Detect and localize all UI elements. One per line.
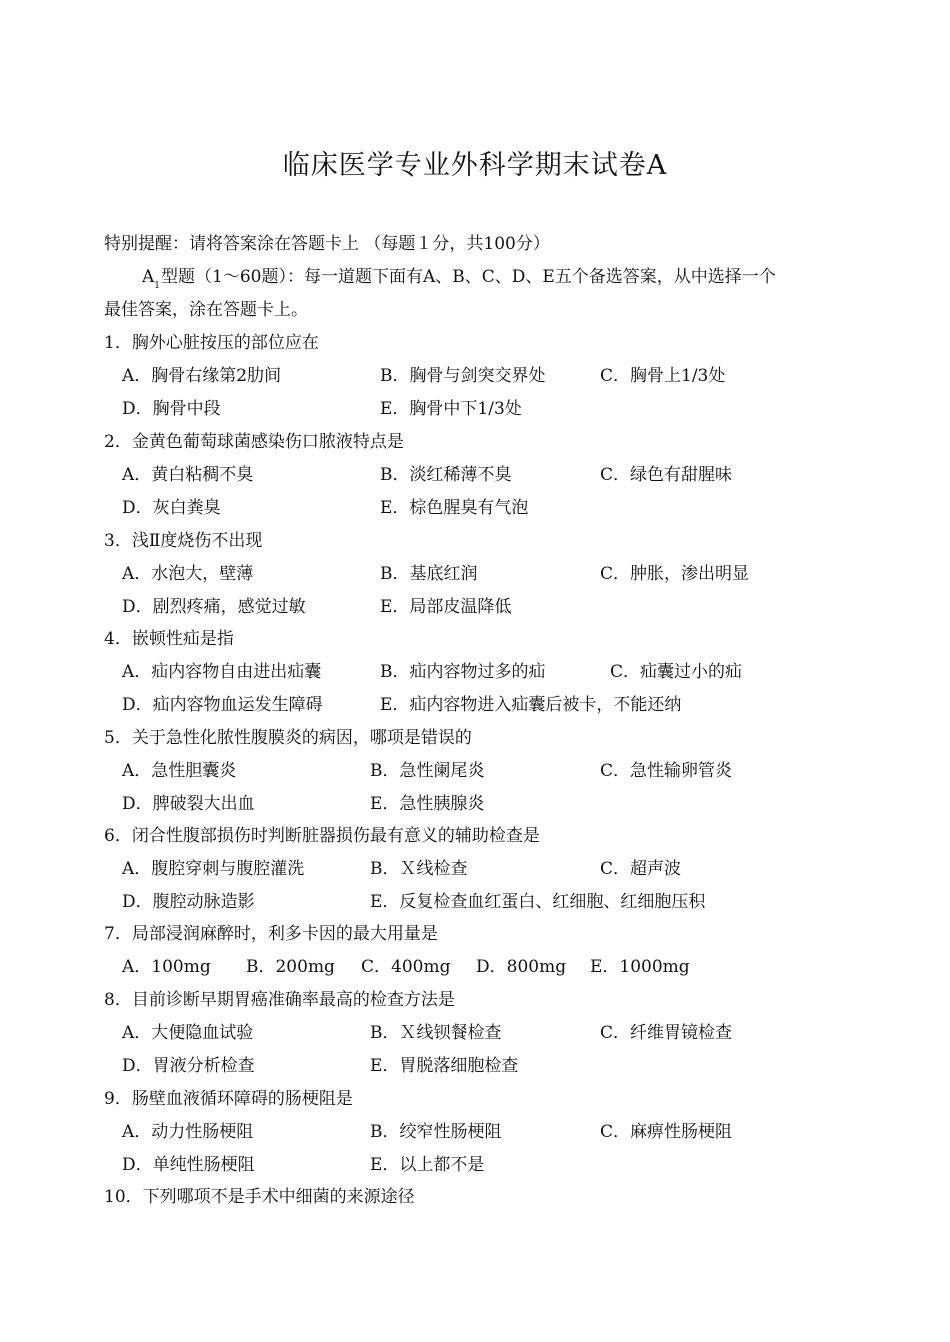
question-5-stem: 5．关于急性化脓性腹膜炎的病因，哪项是错误的 — [104, 728, 472, 748]
question-9-option-b: B．绞窄性肠梗阻 — [370, 1122, 502, 1142]
question-2-stem: 2．金黄色葡萄球菌感染伤口脓液特点是 — [104, 432, 404, 452]
question-7-option-d: D．800mg — [476, 957, 567, 977]
question-4-option-e: E．疝内容物进入疝囊后被卡，不能还纳 — [380, 695, 682, 715]
question-5-option-e: E．急性胰腺炎 — [370, 794, 485, 814]
question-7-option-a: A．100mg — [122, 957, 211, 977]
question-4-option-b: B．疝内容物过多的疝 — [380, 662, 546, 682]
question-4-option-a: A．疝内容物自由进出疝囊 — [122, 662, 322, 682]
question-9-option-c: C．麻痹性肠梗阻 — [600, 1122, 733, 1142]
question-6-stem: 6．闭合性腹部损伤时判断脏器损伤最有意义的辅助检查是 — [104, 826, 540, 846]
page-title: 临床医学专业外科学期末试卷A — [282, 150, 668, 181]
question-7-option-e: E．1000mg — [590, 957, 690, 977]
question-8-option-a: A．大便隐血试验 — [122, 1023, 254, 1043]
question-3-stem: 3．浅Ⅱ度烧伤不出现 — [104, 531, 263, 551]
question-3-option-a: A．水泡大，壁薄 — [122, 564, 254, 584]
question-8-stem: 8．目前诊断早期胃癌准确率最高的检查方法是 — [104, 990, 455, 1010]
special-notice: 特别提醒：请将答案涂在答题卡上 （每题１分，共100分） — [104, 234, 550, 254]
question-9-option-d: D．单纯性肠梗阻 — [122, 1155, 255, 1175]
question-2-option-d: D．灰白粪臭 — [122, 498, 221, 518]
question-1-stem: 1．胸外心脏按压的部位应在 — [104, 333, 319, 353]
question-5-option-b: B．急性阑尾炎 — [370, 761, 485, 781]
question-1-option-a: A．胸骨右缘第2肋间 — [122, 366, 282, 386]
question-6-option-b: B．Ｘ线检查 — [370, 859, 468, 879]
question-8-option-d: D．胃液分析检查 — [122, 1056, 255, 1076]
section-type-subscript: 1 — [154, 281, 161, 291]
question-5-option-a: A．急性胆囊炎 — [122, 761, 237, 781]
question-7-option-c: C．400mg — [361, 957, 451, 977]
question-3-option-b: B．基底红润 — [380, 564, 478, 584]
question-5-option-d: D．脾破裂大出血 — [122, 794, 255, 814]
question-3-option-c: C．肿胀，渗出明显 — [600, 564, 750, 584]
section-intro-line-1 — [142, 265, 776, 292]
question-3-option-d: D．剧烈疼痛，感觉过敏 — [122, 597, 306, 617]
question-2-option-a: A．黄白粘稠不臭 — [122, 465, 254, 485]
question-5-option-c: C．急性输卵管炎 — [600, 761, 733, 781]
question-4-stem: 4．嵌顿性疝是指 — [104, 629, 234, 649]
question-4-option-d: D．疝内容物血运发生障碍 — [122, 695, 323, 715]
question-8-option-c: C．纤维胃镜检查 — [600, 1023, 733, 1043]
question-9-stem: 9．肠壁血液循环障碍的肠梗阻是 — [104, 1089, 353, 1109]
section-intro-line-2: 最佳答案，涂在答题卡上。 — [104, 300, 308, 320]
question-1-option-d: D．胸骨中段 — [122, 399, 221, 419]
question-1-option-b: B．胸骨与剑突交界处 — [380, 366, 546, 386]
question-6-option-e: E．反复检查血红蛋白、红细胞、红细胞压积 — [370, 892, 706, 912]
question-7-option-b: B．200mg — [246, 957, 335, 977]
question-8-option-e: E．胃脱落细胞检查 — [370, 1056, 519, 1076]
question-2-option-b: B．淡红稀薄不臭 — [380, 465, 512, 485]
question-3-option-e: E．局部皮温降低 — [380, 597, 512, 617]
question-2-option-e: E．棕色腥臭有气泡 — [380, 498, 529, 518]
question-7-stem: 7．局部浸润麻醉时，利多卡因的最大用量是 — [104, 924, 438, 944]
question-10-stem: 10．下列哪项不是手术中细菌的来源途径 — [104, 1187, 415, 1207]
question-8-option-b: B．Ｘ线钡餐检查 — [370, 1023, 502, 1043]
section-type-letter: A — [142, 267, 155, 287]
question-6-option-a: A．腹腔穿刺与腹腔灌洗 — [122, 859, 305, 879]
question-9-option-e: E．以上都不是 — [370, 1155, 485, 1175]
question-6-option-d: D．腹腔动脉造影 — [122, 892, 255, 912]
question-1-option-e: E．胸骨中下1/3处 — [380, 399, 522, 419]
question-1-option-c: C．胸骨上1/3处 — [600, 366, 726, 386]
question-9-option-a: A．动力性肠梗阻 — [122, 1122, 254, 1142]
section-intro-text: 型题（1～60题）：每一道题下面有A、B、C、D、E五个备选答案，从中选择一个 — [161, 267, 776, 287]
question-6-option-c: C．超声波 — [600, 859, 682, 879]
question-2-option-c: C．绿色有甜腥味 — [600, 465, 733, 485]
question-4-option-c: C．疝囊过小的疝 — [610, 662, 743, 682]
